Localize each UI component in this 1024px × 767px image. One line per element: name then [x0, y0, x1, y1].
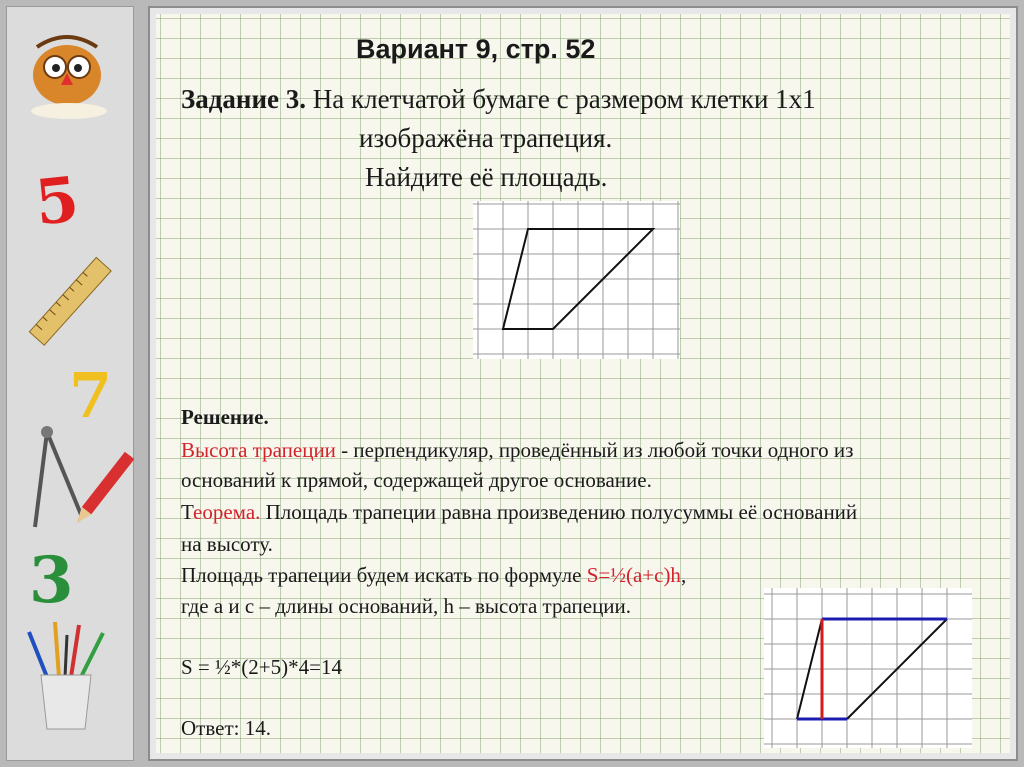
ruler-icon	[29, 257, 111, 345]
formula-intro: Площадь трапеции будем искать по формуле	[181, 563, 587, 587]
owl-mascot-icon	[31, 37, 107, 119]
height-definition-line	[181, 438, 853, 463]
pencil-cup-icon	[29, 622, 103, 729]
task-label: Задание 3.	[181, 84, 307, 114]
formula-line	[181, 563, 686, 588]
digit-5-icon: 5	[31, 162, 83, 240]
compass-icon	[35, 426, 82, 527]
trapezoid-solution-figure	[764, 588, 972, 748]
digit-3-icon: 3	[29, 543, 74, 618]
solution-heading: Решение.	[181, 405, 269, 429]
where-line: где а и с – длины оснований, h – высота трапеции.	[181, 594, 632, 618]
task-text-1: На клетчатой бумаге с размером клетки 1х1	[312, 84, 816, 114]
pencil-icon	[72, 452, 134, 527]
digit-7-icon: 7	[69, 359, 113, 432]
task-line-1	[181, 84, 816, 115]
height-definition: - перпендикуляр, проведённый из любой точки одного из	[335, 438, 854, 462]
calculation-line: S = ½*(2+5)*4=14	[181, 655, 342, 679]
answer-line: Ответ: 14.	[181, 716, 271, 740]
theorem-text: Площадь трапеции равна произведению полусуммы её оснований	[260, 500, 858, 524]
decorative-sidebar	[6, 6, 134, 761]
theorem-line	[181, 500, 857, 525]
task-line-3: Найдите её площадь.	[365, 162, 608, 192]
trapezoid-figure	[473, 201, 680, 359]
height-definition-line-2: оснований к прямой, содержащей другое основание.	[181, 468, 652, 492]
page-title: Вариант 9, стр. 52	[356, 34, 596, 64]
formula: S=½(a+c)h	[586, 563, 681, 587]
theorem-line-2: на высоту.	[181, 532, 273, 556]
task-line-2: изображёна трапеция.	[359, 123, 613, 153]
formula-end: ,	[680, 563, 687, 587]
theorem-term: еорема.	[193, 500, 261, 524]
height-term: Высота трапеции	[181, 438, 336, 462]
theorem-prefix: Т	[181, 500, 194, 524]
